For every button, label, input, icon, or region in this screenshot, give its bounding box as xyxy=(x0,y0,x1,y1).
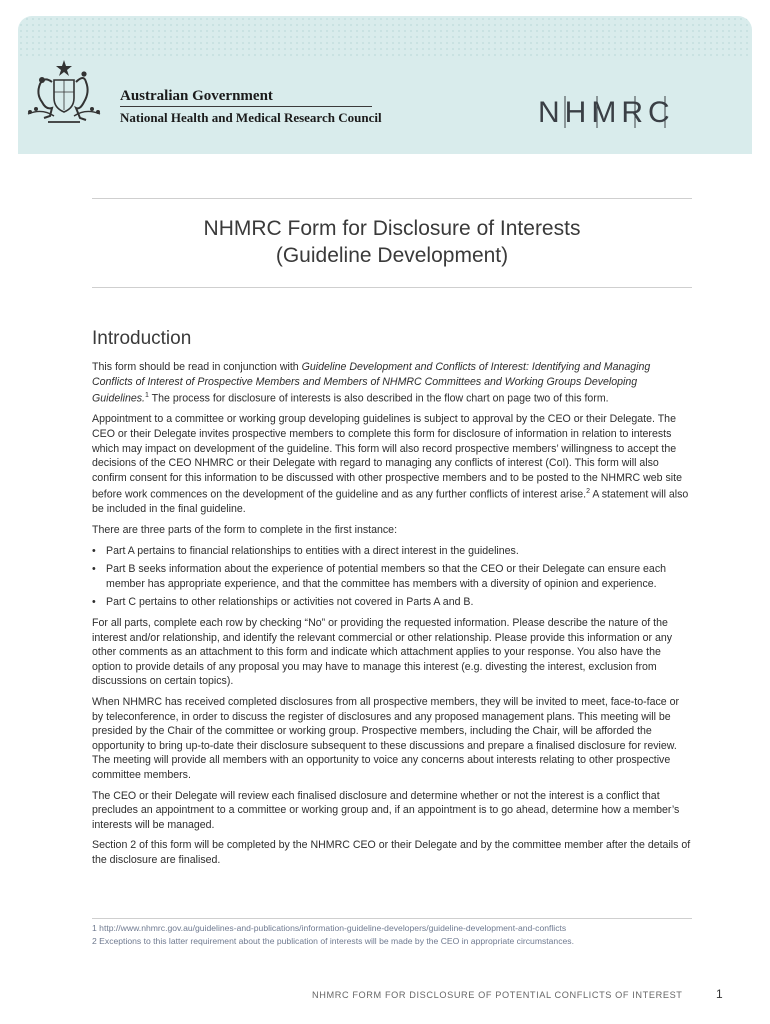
header-pattern xyxy=(18,16,752,56)
title-top-rule xyxy=(92,198,692,199)
council-name: National Health and Medical Research Council xyxy=(120,110,382,125)
nhmrc-logo xyxy=(534,92,704,132)
header-band xyxy=(18,16,752,154)
paragraph-3: There are three parts of the form to complete in the first instance: xyxy=(92,524,398,536)
paragraph-4: For all parts, complete each row by checking “No” or providing the requested information. Please describe the nature of the interest and/or relationship, and identify the relevant commercial or other relationship. Please provide this information or any other comments as an attachment to this form and indicate which attachment applies to your response. You also have the option to provide details of any proposal you may have to manage this interest (e.g. divesting the interest, exclusion from discussions on certain topics). xyxy=(92,616,673,688)
paragraph-1-tail: The process for disclosure of interests is also described in the flow chart on page two of this form. xyxy=(148,392,609,405)
title-line-1: NHMRC Form for Disclosure of Interests xyxy=(203,217,581,240)
paragraph-2-main: Appointment to a committee or working group developing guidelines is subject to approval by the CEO or their Delegate. The CEO or their Delegate invites prospective members to complete this form for disclosure of information in relation to interests which may impact on development of the guideline. This form will also record prospective members’ willingness to accept the decisions of the CEO NHMRC or their Delegate with regard to managing any conflicts of interest (CoI). This form will also confirm consent for this information to be discussed with other prospective members and to be posted to the NHMRC web site before work commences on the development of the guideline and as any further conflicts of interest arise. xyxy=(92,413,682,501)
government-name: Australian Government xyxy=(120,88,273,104)
paragraph-2-tail: A statement will also be included in the final guideline. xyxy=(92,488,689,516)
footnote-2: 2 Exceptions to this latter requirement about the publication of interests will be made by the CEO in appropriate circumstances. xyxy=(92,936,574,946)
list-item: • Part B seeks information about the experience of potential members so that the CEO or their Delegate can ensure each member has appropriate experience, and that the committee has members with a diversity of opinion and experience. xyxy=(92,562,692,591)
section-heading: Introduction xyxy=(92,328,192,349)
nhmrc-logo-text: NHMRC xyxy=(538,96,675,129)
paragraph-6: The CEO or their Delegate will review each finalised disclosure and determine whether or not the interest is a conflict that precludes an appointment to a committee or working group and, if an appointment is to go ahead, determine how a member’s interests will be managed. xyxy=(92,789,680,831)
page-title xyxy=(92,215,692,269)
title-bottom-rule xyxy=(92,287,692,288)
list-item: • Part C pertains to other relationships or activities not covered in Parts A and B. xyxy=(92,595,692,610)
paragraph-7: Section 2 of this form will be completed by the NHMRC CEO or their Delegate and by the committee member after the details of the disclosure are finalised. xyxy=(92,839,691,866)
page-footer: NHMRC FORM FOR DISCLOSURE OF POTENTIAL CONFLICTS OF INTEREST xyxy=(312,990,683,1000)
parts-list xyxy=(92,544,692,610)
paragraph-1-lead: This form should be read in conjunction with xyxy=(92,361,302,373)
footnote-ref-2: 2 xyxy=(586,488,590,496)
paragraph-1 xyxy=(92,360,692,406)
title-line-2: (Guideline Development) xyxy=(275,244,509,267)
footnote-ref-1: 1 xyxy=(145,392,149,400)
body-content xyxy=(92,360,692,873)
footnote-divider xyxy=(92,918,692,919)
paragraph-1-reference: Guideline Development and Conflicts of Interest: Identifying and Managing Conflicts of Interest of Prospective Members and Members of NHMRC Committees and Working Groups Developing Guidelines. xyxy=(92,361,651,405)
coat-of-arms-icon xyxy=(22,58,106,128)
page-number: 1 xyxy=(716,987,723,1001)
paragraph-2 xyxy=(92,412,692,517)
paragraph-5: When NHMRC has received completed disclosures from all prospective members, they will be invited to meet, face-to-face or by teleconference, in order to discuss the register of disclosures and any proposed management plans. This meeting will be presided by the Chair of the committee or working group. Prospective members, including the Chair, will be afforded the opportunity to bring up-to-date their disclosure subsequent to these discussions and prepare a finalised disclosure for review. The meeting will provide all members with an opportunity to voice any concerns about interests relating to other prospective committee members. xyxy=(92,695,680,781)
list-item: • Part A pertains to financial relationships to entities with a direct interest in the guidelines. xyxy=(92,544,692,559)
government-divider xyxy=(120,106,372,107)
footnotes xyxy=(92,922,702,948)
footnote-1[interactable]: 1 http://www.nhmrc.gov.au/guidelines-and-publications/information-guideline-developers/guideline-development-and-conflicts xyxy=(92,923,567,933)
